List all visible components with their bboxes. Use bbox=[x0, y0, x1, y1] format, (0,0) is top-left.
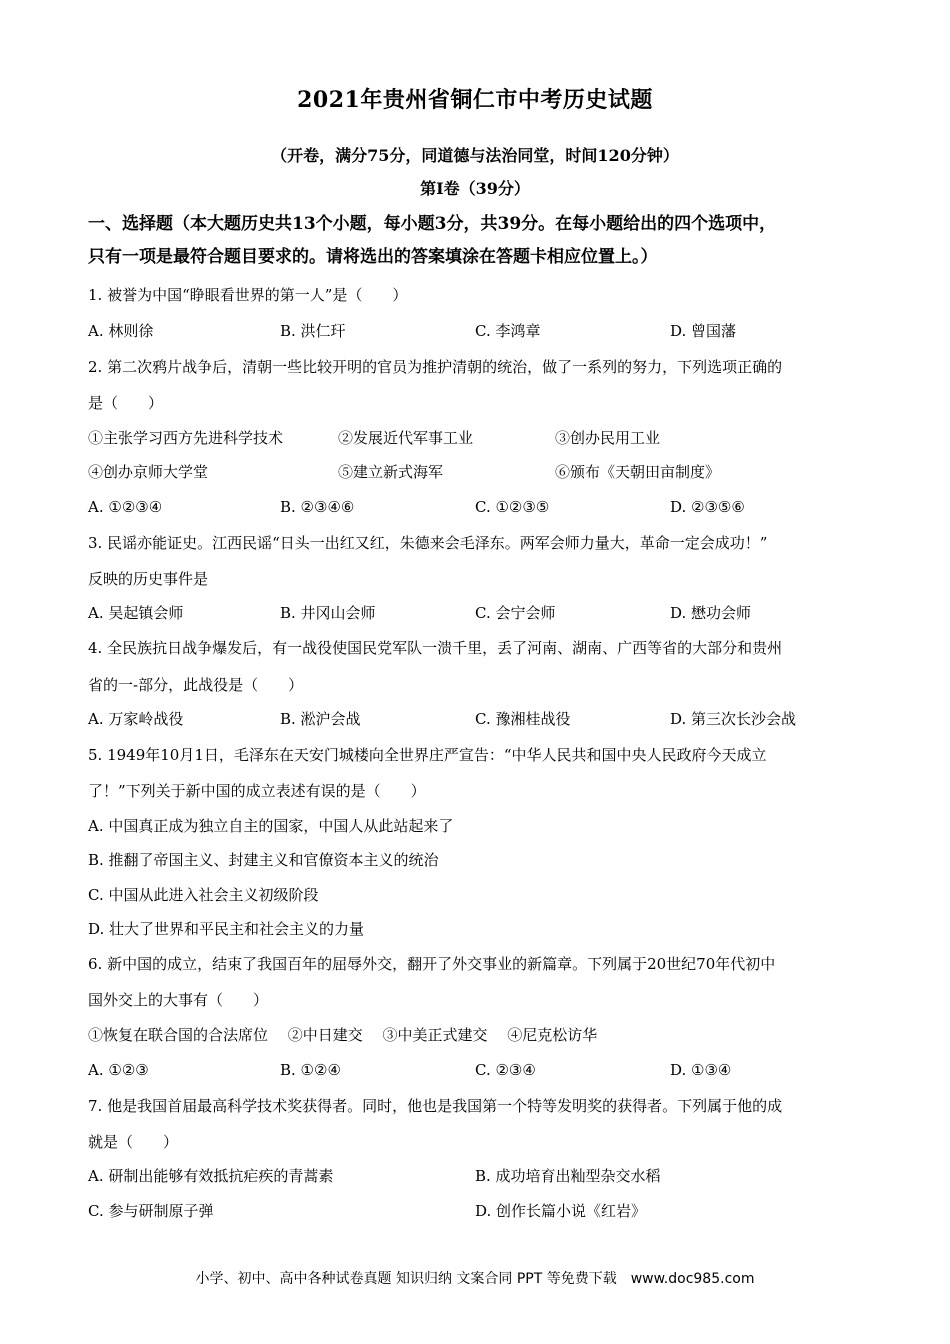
q2-option-d: D. ②③⑤⑥ bbox=[670, 498, 745, 516]
q2-option-c: C. ①②③⑤ bbox=[475, 498, 550, 516]
exam-info: （开卷，满分75分，同道德与法治同堂，时间120分钟） bbox=[271, 146, 679, 165]
section-heading-line: 一、选择题（本大题历史共13个小题，每小题3分，共39分。在每小题给出的四个选项中， bbox=[88, 214, 777, 234]
q2-option-a: A. ①②③④ bbox=[88, 498, 163, 516]
q7-option-a: A. 研制出能够有效抵抗疟疾的青蒿素 bbox=[88, 1167, 334, 1185]
q4-option-b: B. 淞沪会战 bbox=[280, 710, 361, 728]
question-2-stem-cont: 是（ ） bbox=[88, 394, 164, 412]
q2-item: ②发展近代军事工业 bbox=[338, 429, 474, 447]
question-3-stem: 3. 民谣亦能证史。江西民谣“日头一出红又红，朱德来会毛泽东。两军会师力量大，革命一定会成功！” bbox=[88, 534, 768, 552]
q6-option-c: C. ②③④ bbox=[475, 1061, 536, 1079]
q2-item: ⑤建立新式海军 bbox=[338, 463, 444, 481]
question-4-stem-cont: 省的一-部分，此战役是（ ） bbox=[88, 676, 304, 694]
q5-option-d: D. 壮大了世界和平民主和社会主义的力量 bbox=[88, 920, 365, 938]
q7-option-c: C. 参与研制原子弹 bbox=[88, 1202, 214, 1220]
question-4-stem: 4. 全民族抗日战争爆发后，有一战役使国民党军队一溃千里，丢了河南、湖南、广西等省的大部分和贵州 bbox=[88, 639, 783, 657]
q7-option-d: D. 创作长篇小说《红岩》 bbox=[475, 1202, 647, 1220]
q6-option-d: D. ①③④ bbox=[670, 1061, 732, 1079]
q2-option-b: B. ②③④⑥ bbox=[280, 498, 355, 516]
q4-option-d: D. 第三次长沙会战 bbox=[670, 710, 797, 728]
q1-option-b: B. 洪仁玕 bbox=[280, 322, 346, 340]
question-6-stem: 6. 新中国的成立，结束了我国百年的屈辱外交，翻开了外交事业的新篇章。下列属于20世纪70年代初中 bbox=[88, 955, 776, 973]
q4-option-c: C. 豫湘桂战役 bbox=[475, 710, 571, 728]
q6-option-b: B. ①②④ bbox=[280, 1061, 341, 1079]
q5-option-b: B. 推翻了帝国主义、封建主义和官僚资本主义的统治 bbox=[88, 851, 439, 869]
q3-option-b: B. 井冈山会师 bbox=[280, 604, 376, 622]
question-1-stem: 1. 被誉为中国“睁眼看世界的第一人”是（ ） bbox=[88, 286, 408, 304]
question-2-stem: 2. 第二次鸦片战争后，清朝一些比较开明的官员为推护清朝的统治，做了一系列的努力，下列选项正确的 bbox=[88, 358, 783, 376]
question-7-stem: 7. 他是我国首届最高科学技术奖获得者。同时，他也是我国第一个特等发明奖的获得者。下列属于他的成 bbox=[88, 1097, 783, 1115]
q1-option-c: C. 李鸿章 bbox=[475, 322, 541, 340]
q4-option-a: A. 万家岭战役 bbox=[88, 710, 184, 728]
q5-option-c: C. 中国从此进入社会主义初级阶段 bbox=[88, 886, 319, 904]
q3-option-d: D. 懋功会师 bbox=[670, 604, 752, 622]
q3-option-a: A. 吴起镇会师 bbox=[88, 604, 184, 622]
q6-option-a: A. ①②③ bbox=[88, 1061, 149, 1079]
section-heading bbox=[88, 208, 868, 274]
section-heading-line: 只有一项是最符合题目要求的。请将选出的答案填涂在答题卡相应位置上。） bbox=[88, 247, 658, 267]
part-heading: 第Ⅰ卷（39分） bbox=[420, 179, 530, 198]
q3-option-c: C. 会宁会师 bbox=[475, 604, 556, 622]
q1-option-d: D. 曾国藩 bbox=[670, 322, 737, 340]
q2-item: ①主张学习西方先进科学技术 bbox=[88, 429, 284, 447]
q7-option-b: B. 成功培育出籼型杂交水稻 bbox=[475, 1167, 661, 1185]
q5-option-a: A. 中国真正成为独立自主的国家，中国人从此站起来了 bbox=[88, 817, 454, 835]
question-6-stem-cont: 国外交上的大事有（ ） bbox=[88, 991, 269, 1009]
q2-item: ⑥颁布《天朝田亩制度》 bbox=[555, 463, 721, 481]
question-5-stem: 5. 1949年10月1日，毛泽东在天安门城楼向全世界庄严宣告：“中华人民共和国中央人民政府今天成立 bbox=[88, 746, 767, 764]
q1-option-a: A. 林则徐 bbox=[88, 322, 154, 340]
q6-items: ①恢复在联合国的合法席位 ②中日建交 ③中美正式建交 ④尼克松访华 bbox=[88, 1026, 598, 1044]
question-7-stem-cont: 就是（ ） bbox=[88, 1133, 179, 1151]
question-5-stem-cont: 了！”下列关于新中国的成立表述有误的是（ ） bbox=[88, 782, 426, 800]
question-3-stem-cont: 反映的历史事件是 bbox=[88, 570, 209, 588]
q2-item: ④创办京师大学堂 bbox=[88, 463, 209, 481]
page-title: 2021年贵州省铜仁市中考历史试题 bbox=[297, 87, 653, 113]
footer-banner: 小学、初中、高中各种试卷真题 知识归纳 文案合同 PPT 等免费下载 www.doc985.com bbox=[195, 1271, 755, 1287]
q2-item: ③创办民用工业 bbox=[555, 429, 661, 447]
